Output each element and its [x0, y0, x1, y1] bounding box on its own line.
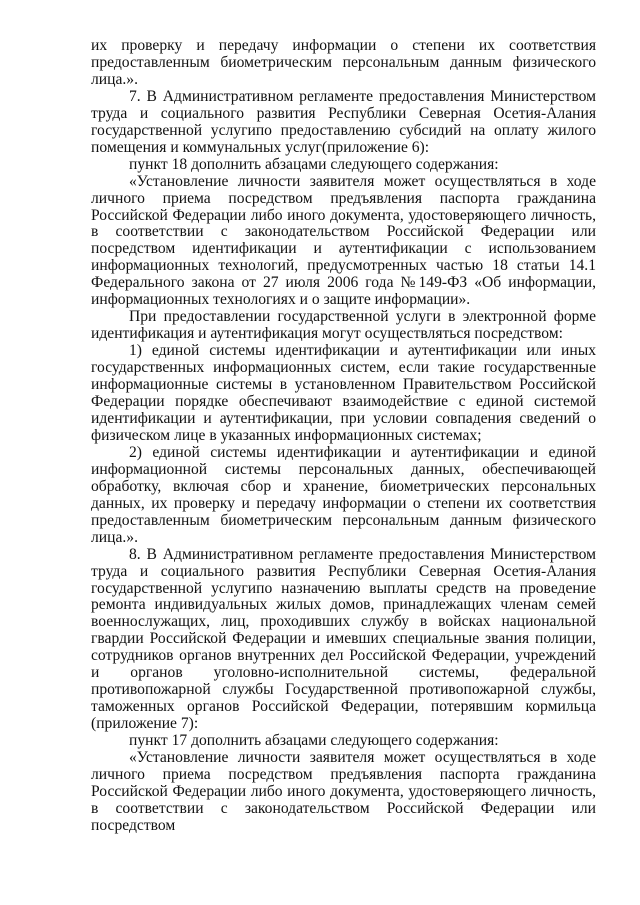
paragraph-continuation: их проверку и передачу информации о степени их соответствия предоставленным биометрическим персональным данным физического лица.».	[91, 37, 596, 88]
paragraph-subitem-2: 2) единой системы идентификации и аутентификации и единой информационной системы персональных данных, обеспечивающей обработку, включая сбор и хранение, биометрических персональных данных, их проверку и передачу информации о степени их соответствия предоставленным биометрическим персональным данным физического лица.».	[91, 443, 596, 546]
paragraph-item-8: 8. В Административном регламенте предоставления Министерством труда и социального развития Республики Северная Осетия-Алания государственной услугипо назначению выплаты средств на проведение ремонта индивидуальных жилых домов, принадлежащих членам семей военнослужащих, лиц, проходивших службу в войсках национальной гвардии Российской Федерации и имевших специальные звания полиции, сотрудников органов внутренних дел Российской Федерации, учреждений и органов уголовно-исполнительной системы, федеральной противопожарной службы Государственной противопожарной службы, таможенных органов Российской Федерации, потерявшим кормильца (приложение 7):	[91, 545, 596, 733]
paragraph-point-18: пункт 18 дополнить абзацами следующего содержания:	[129, 155, 499, 173]
paragraph-point-17: пункт 17 дополнить абзацами следующего содержания:	[129, 732, 499, 750]
paragraph-identity-establishment-2: «Установление личности заявителя может осуществляться в ходе личного приема посредством предъявления паспорта гражданина Российской Федерации либо иного документа, удостоверяющего личность, в соответствии с законодательством Российской Федерации или посредством	[91, 749, 596, 834]
paragraph-electronic-form: При предоставлении государственной услуги в электронной форме идентификация и аутентификация могут осуществляться посредством:	[91, 308, 596, 343]
document-body	[91, 38, 596, 835]
paragraph-subitem-1: 1) единой системы идентификации и аутентификации или иных государственных информационных систем, если такие государственные информационные системы в установленном Правительством Российской Федерации порядке обеспечивают взаимодействие с единой системой идентификации и аутентификации, при условии совпадения сведений о физическом лице в указанных информационных системах;	[91, 342, 596, 444]
paragraph-item-7: 7. В Административном регламенте предоставления Министерством труда и социального развития Республики Северная Осетия-Алания государственной услугипо предоставлению субсидий на оплату жилого помещения и коммунальных услуг(приложение 6):	[91, 87, 596, 156]
paragraph-identity-establishment: «Установление личности заявителя может осуществляться в ходе личного приема посредством предъявления паспорта гражданина Российской Федерации либо иного документа, удостоверяющего личность, в соответствии с законодательством Российской Федерации или посредством идентификации и аутентификации с использованием информационных технологий, предусмотренных частью 18 статьи 14.1 Федерального закона от 27 июля 2006 года №149-ФЗ «Об информации, информационных технологиях и о защите информации».	[91, 172, 596, 309]
